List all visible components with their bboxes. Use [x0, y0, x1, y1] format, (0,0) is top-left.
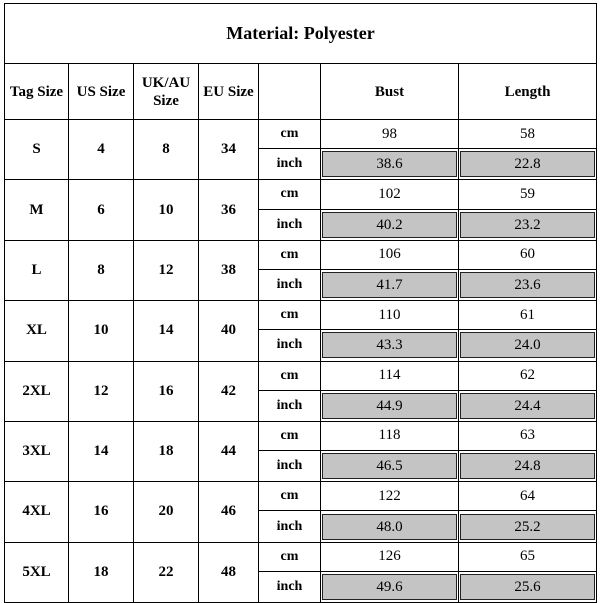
header-tag-size: Tag Size: [5, 64, 69, 120]
unit-inch-cell: inch: [259, 330, 321, 361]
tag-size-cell: 4XL: [5, 482, 69, 542]
unit-cm-cell: cm: [259, 542, 321, 571]
tag-size-cell: L: [5, 240, 69, 300]
bust-inch-cell: [321, 269, 459, 300]
us-size-cell: 4: [69, 120, 134, 180]
header-row: [5, 64, 597, 120]
table-title: Material: Polyester: [5, 4, 597, 64]
unit-cm-cell: cm: [259, 301, 321, 330]
tag-size-cell: 2XL: [5, 361, 69, 421]
table-row: [5, 421, 597, 450]
bust-inch-cell: [321, 390, 459, 421]
tag-size-cell: 5XL: [5, 542, 69, 602]
eu-size-cell: 44: [199, 421, 259, 481]
unit-inch-cell: inch: [259, 209, 321, 240]
bust-inch-cell: [321, 209, 459, 240]
table-row: [5, 482, 597, 511]
unit-inch-cell: inch: [259, 571, 321, 602]
bust-inch-value: 38.6: [322, 151, 457, 177]
length-cm-cell: 60: [459, 240, 597, 269]
header-ukau-line1: UK/AU: [141, 74, 191, 91]
table-row: [5, 301, 597, 330]
length-inch-value: 22.8: [460, 151, 595, 177]
ukau-size-cell: 22: [134, 542, 199, 602]
us-size-cell: 10: [69, 301, 134, 361]
bust-inch-value: 49.6: [322, 574, 457, 600]
us-size-cell: 14: [69, 421, 134, 481]
length-inch-cell: [459, 451, 597, 482]
bust-cm-cell: 114: [321, 361, 459, 390]
unit-cm-cell: cm: [259, 180, 321, 209]
length-cm-cell: 64: [459, 482, 597, 511]
length-cm-cell: 59: [459, 180, 597, 209]
unit-cm-cell: cm: [259, 240, 321, 269]
ukau-size-cell: 12: [134, 240, 199, 300]
us-size-cell: 12: [69, 361, 134, 421]
header-length: Length: [459, 64, 597, 120]
ukau-size-cell: 8: [134, 120, 199, 180]
tag-size-cell: S: [5, 120, 69, 180]
bust-inch-value: 48.0: [322, 514, 457, 540]
length-cm-cell: 58: [459, 120, 597, 149]
table-row: [5, 542, 597, 571]
bust-inch-value: 44.9: [322, 393, 457, 419]
unit-inch-cell: inch: [259, 390, 321, 421]
bust-cm-cell: 122: [321, 482, 459, 511]
us-size-cell: 16: [69, 482, 134, 542]
eu-size-cell: 34: [199, 120, 259, 180]
table-row: [5, 361, 597, 390]
unit-cm-cell: cm: [259, 361, 321, 390]
table-row: [5, 120, 597, 149]
length-inch-cell: [459, 511, 597, 542]
bust-inch-value: 43.3: [322, 332, 457, 358]
bust-inch-cell: [321, 330, 459, 361]
length-inch-cell: [459, 330, 597, 361]
size-chart: [4, 3, 596, 597]
length-inch-cell: [459, 149, 597, 180]
unit-inch-cell: inch: [259, 149, 321, 180]
tag-size-cell: XL: [5, 301, 69, 361]
tag-size-cell: M: [5, 180, 69, 240]
ukau-size-cell: 16: [134, 361, 199, 421]
length-inch-cell: [459, 269, 597, 300]
size-table-body: [5, 120, 597, 603]
length-inch-value: 24.4: [460, 393, 595, 419]
length-cm-cell: 65: [459, 542, 597, 571]
ukau-size-cell: 18: [134, 421, 199, 481]
length-cm-cell: 62: [459, 361, 597, 390]
length-cm-cell: 61: [459, 301, 597, 330]
header-eu-size: EU Size: [199, 64, 259, 120]
length-inch-value: 23.2: [460, 212, 595, 238]
header-ukau-line2: Size: [153, 92, 179, 109]
us-size-cell: 8: [69, 240, 134, 300]
length-cm-cell: 63: [459, 421, 597, 450]
unit-cm-cell: cm: [259, 421, 321, 450]
bust-inch-cell: [321, 511, 459, 542]
length-inch-cell: [459, 209, 597, 240]
header-bust: Bust: [321, 64, 459, 120]
bust-inch-value: 46.5: [322, 453, 457, 479]
ukau-size-cell: 20: [134, 482, 199, 542]
header-unit: [259, 64, 321, 120]
eu-size-cell: 48: [199, 542, 259, 602]
bust-cm-cell: 98: [321, 120, 459, 149]
eu-size-cell: 40: [199, 301, 259, 361]
size-table: [4, 3, 597, 603]
ukau-size-cell: 14: [134, 301, 199, 361]
bust-inch-value: 41.7: [322, 272, 457, 298]
bust-inch-value: 40.2: [322, 212, 457, 238]
unit-inch-cell: inch: [259, 269, 321, 300]
unit-cm-cell: cm: [259, 120, 321, 149]
length-inch-value: 24.0: [460, 332, 595, 358]
us-size-cell: 18: [69, 542, 134, 602]
eu-size-cell: 38: [199, 240, 259, 300]
bust-cm-cell: 106: [321, 240, 459, 269]
bust-inch-cell: [321, 571, 459, 602]
length-inch-value: 24.8: [460, 453, 595, 479]
eu-size-cell: 42: [199, 361, 259, 421]
length-inch-value: 23.6: [460, 272, 595, 298]
length-inch-cell: [459, 571, 597, 602]
eu-size-cell: 36: [199, 180, 259, 240]
unit-inch-cell: inch: [259, 451, 321, 482]
header-ukau-size: [134, 64, 199, 120]
unit-inch-cell: inch: [259, 511, 321, 542]
bust-inch-cell: [321, 451, 459, 482]
length-inch-cell: [459, 390, 597, 421]
bust-cm-cell: 118: [321, 421, 459, 450]
ukau-size-cell: 10: [134, 180, 199, 240]
bust-cm-cell: 102: [321, 180, 459, 209]
length-inch-value: 25.2: [460, 514, 595, 540]
bust-cm-cell: 110: [321, 301, 459, 330]
eu-size-cell: 46: [199, 482, 259, 542]
header-us-size: US Size: [69, 64, 134, 120]
us-size-cell: 6: [69, 180, 134, 240]
bust-cm-cell: 126: [321, 542, 459, 571]
unit-cm-cell: cm: [259, 482, 321, 511]
bust-inch-cell: [321, 149, 459, 180]
length-inch-value: 25.6: [460, 574, 595, 600]
table-row: [5, 180, 597, 209]
tag-size-cell: 3XL: [5, 421, 69, 481]
table-row: [5, 240, 597, 269]
